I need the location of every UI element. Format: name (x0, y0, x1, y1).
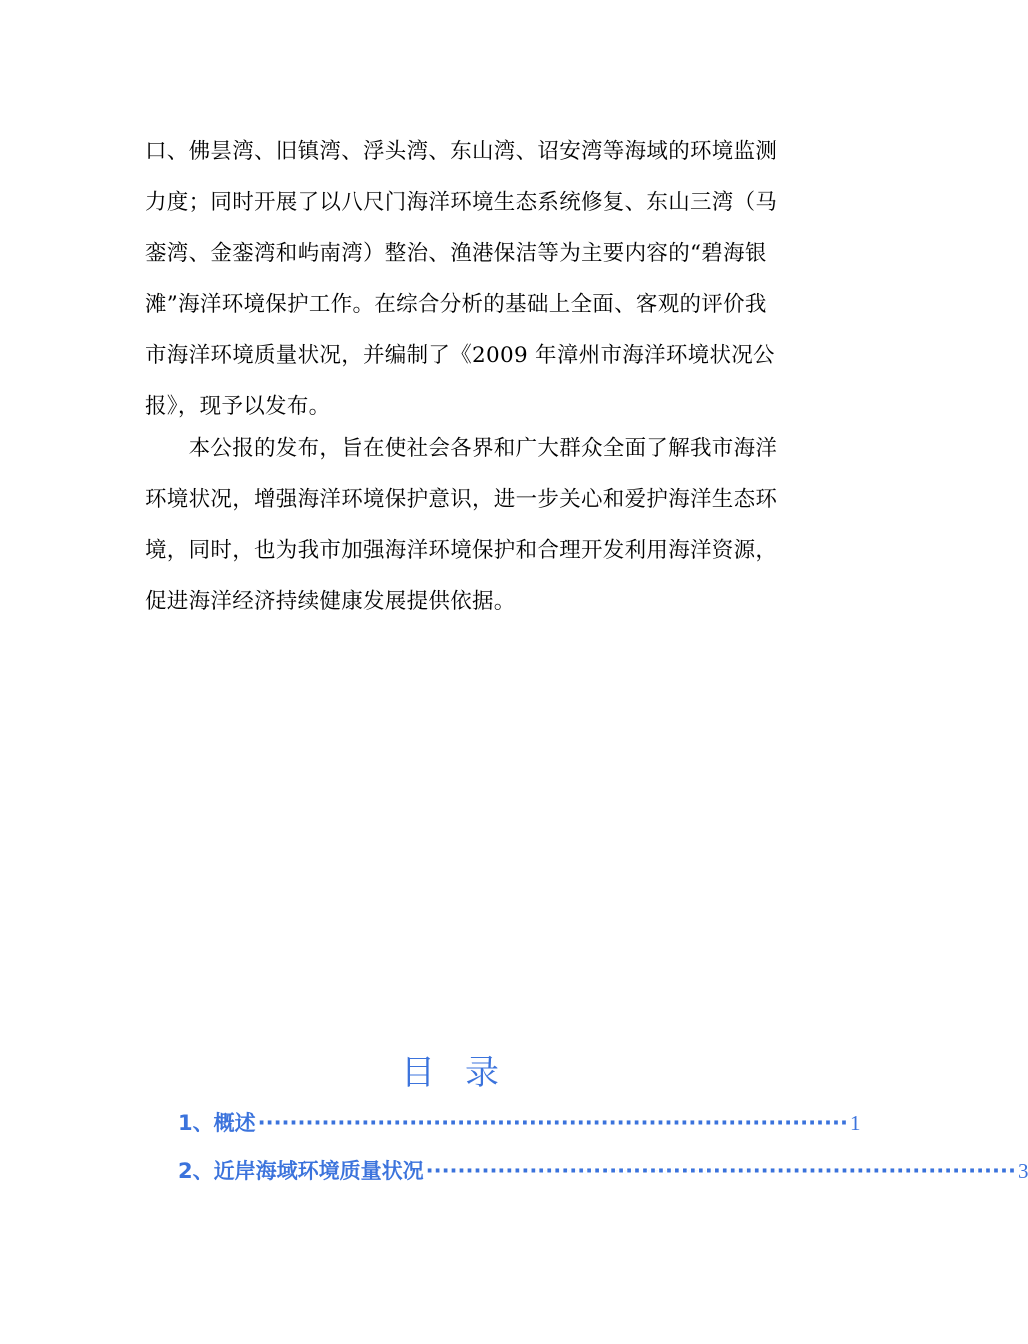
toc-dot-leader: ·········································································· (257, 1111, 848, 1135)
paragraph-line: 銮湾、金銮湾和屿南湾）整治、渔港保洁等为主要内容的“碧海银 (145, 241, 767, 266)
toc-title: 目录 (401, 1053, 529, 1093)
paragraph-line: 环境状况，增强海洋环境保护意识，进一步关心和爱护海洋生态环 (145, 487, 778, 512)
toc-page-number: 1 (849, 1111, 861, 1135)
paragraph-line: 本公报的发布，旨在使社会各界和广大群众全面了解我市海洋 (145, 436, 778, 461)
paragraph-line: 市海洋环境质量状况，并编制了《2009 年漳州市海洋环境状况公 (145, 343, 775, 368)
paragraph-1 (145, 134, 810, 440)
toc-page-number: 3 (1017, 1159, 1028, 1183)
paragraph-line: 滩”海洋环境保护工作。在综合分析的基础上全面、客观的评价我 (145, 292, 767, 317)
paragraph-line: 境，同时，也为我市加强海洋环境保护和合理开发利用海洋资源， (145, 538, 778, 563)
toc-entry-coastal-quality[interactable] (178, 1156, 1028, 1186)
paragraph-2 (145, 431, 810, 635)
toc-entry-label: 2、近岸海域环境质量状况 (178, 1159, 424, 1183)
paragraph-line: 促进海洋经济持续健康发展提供依据。 (145, 589, 516, 614)
paragraph-line: 口、佛昙湾、旧镇湾、浮头湾、东山湾、诏安湾等海域的环境监测 (145, 139, 778, 164)
paragraph-line: 报》，现予以发布。 (145, 394, 331, 419)
toc-entry-overview[interactable] (178, 1108, 861, 1138)
toc-dot-leader: ·········································································· (425, 1159, 1016, 1183)
paragraph-line: 力度；同时开展了以八尺门海洋环境生态系统修复、东山三湾（马 (145, 190, 778, 215)
toc-entry-label: 1、概述 (178, 1111, 256, 1135)
